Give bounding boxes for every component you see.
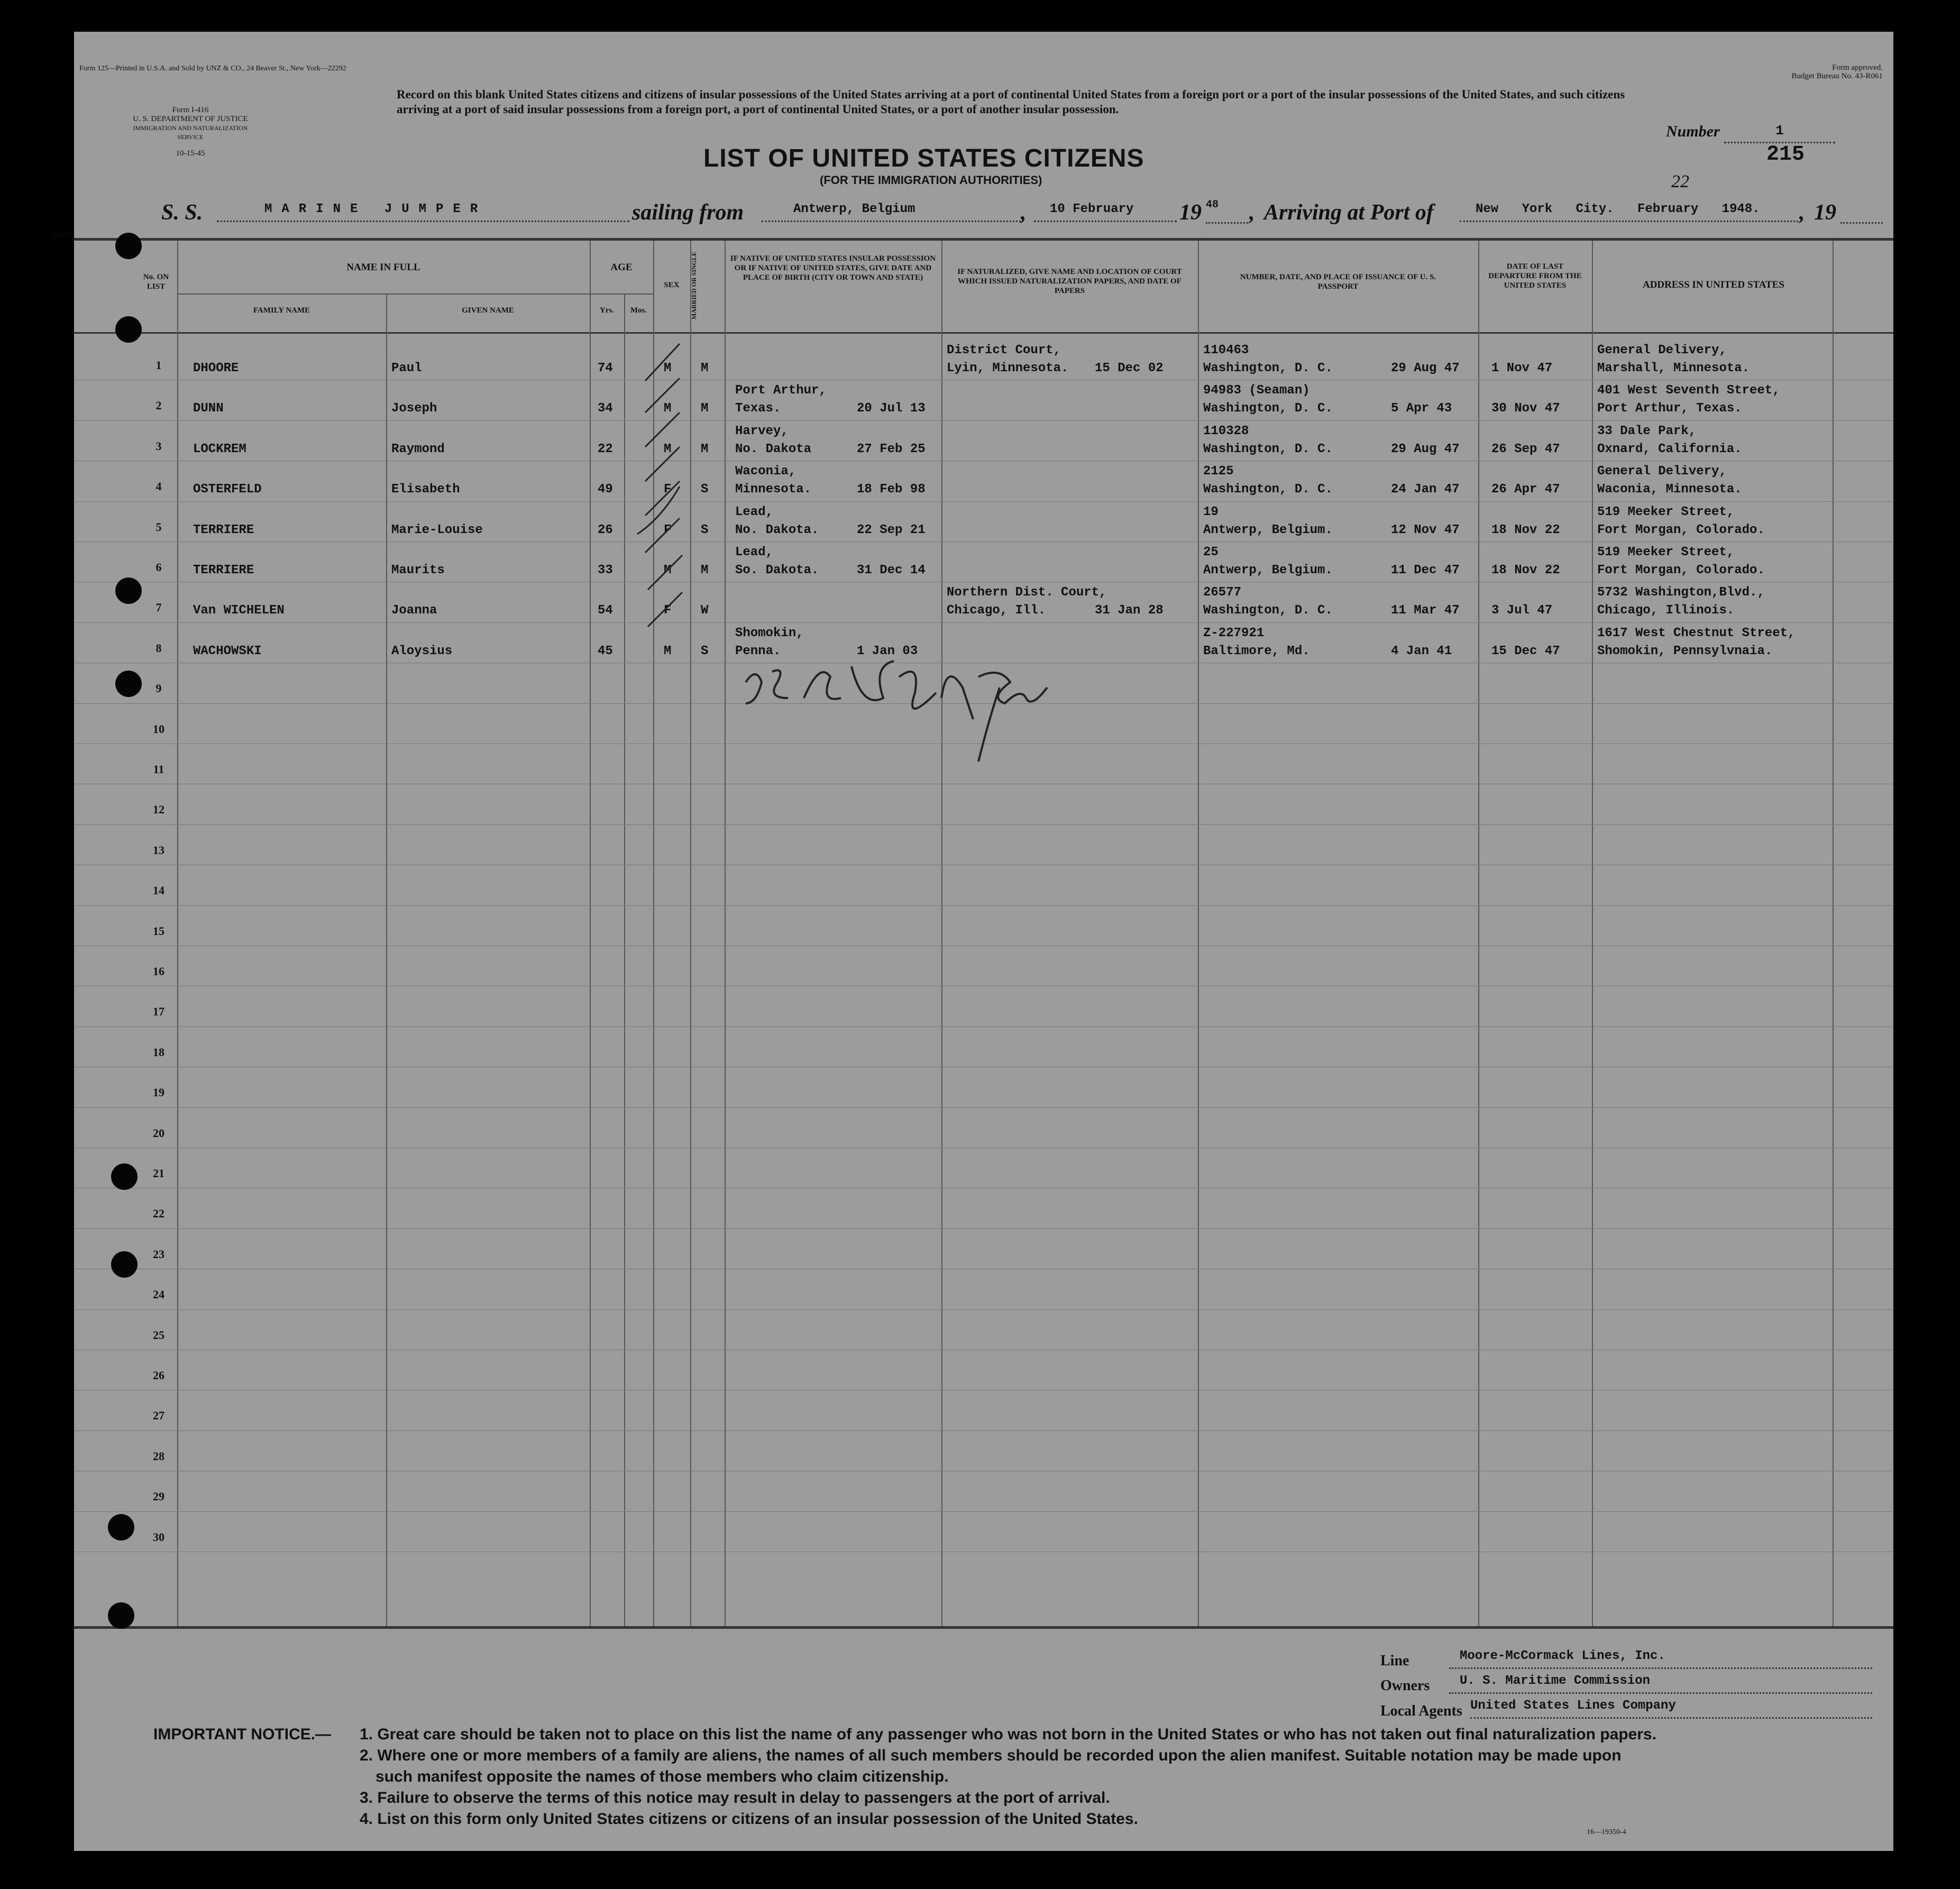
ss-label: S. S. bbox=[161, 200, 203, 225]
cell-pp-no: 26577 bbox=[1203, 585, 1242, 600]
row-number: 17 bbox=[153, 1005, 164, 1019]
cell-birth2: Penna. bbox=[735, 644, 781, 658]
col-sex: SEX bbox=[664, 281, 680, 289]
cell-pp-no: 110328 bbox=[1203, 424, 1249, 438]
col-given-name: GIVEN NAME bbox=[462, 306, 514, 315]
cell-family: TERRIERE bbox=[193, 522, 254, 537]
row-rule bbox=[74, 1430, 1893, 1431]
row-rule bbox=[74, 824, 1893, 825]
col-last-departure: DATE OF LAST DEPARTURE FROM THE UNITED STATES bbox=[1488, 262, 1582, 290]
ship-name: MARINE JUMPER bbox=[217, 202, 629, 222]
punch-hole bbox=[111, 1163, 138, 1190]
notice-item-2: 2. Where one or more members of a family are aliens, the names of all such members should be recorded upon the alien manifest. Suitable notation may be made upon bbox=[360, 1747, 1622, 1764]
print-code: 16—19350-4 bbox=[1587, 1828, 1626, 1836]
page-stamp: 215 bbox=[1766, 143, 1805, 167]
cell-pp-date: 5 Apr 43 bbox=[1391, 401, 1452, 416]
row-number: 20 bbox=[153, 1126, 164, 1140]
col-age: AGE bbox=[610, 262, 633, 273]
side-mark: 16—1 bbox=[53, 231, 71, 239]
col-native-birth: IF NATIVE OF UNITED STATES INSULAR POSSESSION OR IF NATIVE OF UNITED STATES, GIVE DATE AND PLACE OF BIRTH (CITY OR TOWN AND STATE) bbox=[730, 254, 936, 282]
row-rule bbox=[74, 1026, 1893, 1027]
cell-nat1: Northern Dist. Court, bbox=[947, 585, 1107, 600]
cell-family: DHOORE bbox=[193, 361, 239, 375]
cell-yrs: 74 bbox=[598, 361, 613, 375]
cell-pp-date: 29 Aug 47 bbox=[1391, 361, 1460, 375]
punch-hole bbox=[111, 1251, 138, 1278]
handwritten-signature bbox=[725, 645, 1105, 783]
cell-pp-place: Antwerp, Belgium. bbox=[1203, 563, 1333, 577]
cell-addr2: Chicago, Illinois. bbox=[1597, 603, 1735, 618]
cell-addr1: 519 Meeker Street, bbox=[1597, 545, 1735, 560]
cell-given: Joseph bbox=[391, 401, 437, 416]
cell-pp-place: Washington, D. C. bbox=[1203, 603, 1333, 618]
cell-nat-date: 15 Dec 02 bbox=[1095, 361, 1164, 375]
cell-addr2: Shomokin, Pennsylvnaia. bbox=[1597, 644, 1773, 658]
col-name-in-full: NAME IN FULL bbox=[346, 262, 420, 273]
notice-item-4: 4. List on this form only United States citizens or citizens of an insular possession of the United States. bbox=[360, 1810, 1138, 1828]
row-number: 2 bbox=[155, 399, 162, 412]
cell-ms: W bbox=[701, 603, 709, 618]
col-passport: NUMBER, DATE, AND PLACE OF ISSUANCE OF U. S. PASSPORT bbox=[1240, 273, 1436, 291]
cell-birth-date: 1 Jan 03 bbox=[857, 644, 918, 658]
number-label: Number bbox=[1666, 123, 1720, 140]
cell-birth-date: 31 Dec 14 bbox=[857, 563, 926, 577]
cell-yrs: 22 bbox=[598, 442, 613, 456]
row-number: 25 bbox=[153, 1328, 164, 1342]
cell-family: TERRIERE bbox=[193, 563, 254, 577]
number-value: 1 bbox=[1724, 123, 1835, 143]
cell-given: Joanna bbox=[391, 603, 437, 618]
printer-line: Form 125—Printed in U.S.A. and Sold by UNZ & CO., 24 Beaver St., New York—22292 bbox=[79, 65, 346, 72]
row-number: 4 bbox=[155, 480, 162, 493]
row-number: 29 bbox=[153, 1490, 164, 1503]
table-bottom-rule bbox=[74, 1626, 1893, 1629]
arrival-year-label: 19 bbox=[1814, 200, 1836, 225]
cell-birth-date: 20 Jul 13 bbox=[857, 401, 926, 416]
col-family-name: FAMILY NAME bbox=[253, 306, 310, 315]
arrival-field bbox=[1460, 202, 1798, 222]
row-number: 1 bbox=[155, 359, 162, 372]
notice-item-1: 1. Great care should be taken not to place on this list the name of any passenger who was not born in the United States or who has not taken out final naturalization papers. bbox=[360, 1726, 1657, 1743]
arrival-port: New York City. bbox=[1476, 202, 1614, 216]
cell-ms: M bbox=[701, 361, 709, 375]
cell-pp-date: 24 Jan 47 bbox=[1391, 482, 1460, 497]
row-number: 5 bbox=[155, 520, 162, 534]
cell-family: Van WICHELEN bbox=[193, 603, 285, 618]
cell-family: LOCKREM bbox=[193, 442, 246, 456]
cell-dep: 30 Nov 47 bbox=[1491, 401, 1560, 416]
cell-nat2: Chicago, Ill. bbox=[947, 603, 1046, 618]
cell-pp-date: 29 Aug 47 bbox=[1391, 442, 1460, 456]
cell-addr2: Marshall, Minnesota. bbox=[1597, 361, 1750, 375]
row-number: 26 bbox=[153, 1369, 164, 1382]
cell-pp-date: 12 Nov 47 bbox=[1391, 522, 1460, 537]
punch-hole bbox=[115, 671, 142, 697]
col-address: ADDRESS IN UNITED STATES bbox=[1642, 279, 1784, 290]
header-bottom-rule bbox=[74, 332, 1893, 334]
cell-given: Raymond bbox=[391, 442, 445, 456]
row-number: 9 bbox=[155, 682, 162, 695]
notice-item-2-cont: such manifest opposite the names of those members who claim citizenship. bbox=[375, 1768, 949, 1785]
cell-addr2: Fort Morgan, Colorado. bbox=[1597, 563, 1765, 577]
line-label: Line bbox=[1380, 1653, 1409, 1669]
row-number: 24 bbox=[153, 1288, 164, 1301]
row-number: 8 bbox=[155, 641, 162, 655]
cell-pp-no: 25 bbox=[1203, 545, 1219, 560]
row-number: 7 bbox=[155, 601, 162, 615]
cell-sex: M bbox=[664, 401, 672, 416]
cell-ms: S bbox=[701, 482, 709, 497]
cell-addr1: 5732 Washington,Blvd., bbox=[1597, 585, 1765, 600]
cell-given: Maurits bbox=[391, 563, 445, 577]
row-number: 19 bbox=[153, 1086, 164, 1099]
punch-hole bbox=[115, 316, 142, 343]
cell-dep: 1 Nov 47 bbox=[1491, 361, 1553, 375]
cell-sex: F bbox=[664, 603, 672, 618]
tick-marks bbox=[629, 333, 709, 682]
cell-addr1: 401 West Seventh Street, bbox=[1597, 383, 1780, 398]
cell-pp-place: Washington, D. C. bbox=[1203, 361, 1333, 375]
row-number: 15 bbox=[153, 924, 164, 938]
punch-hole bbox=[115, 577, 142, 604]
cell-given: Paul bbox=[391, 361, 422, 375]
row-rule bbox=[74, 905, 1893, 906]
cell-dep: 18 Nov 22 bbox=[1491, 522, 1560, 537]
sailing-label: sailing from bbox=[632, 200, 744, 225]
punch-hole bbox=[115, 233, 142, 259]
cell-sex: M bbox=[664, 361, 672, 375]
row-number: 21 bbox=[153, 1167, 164, 1180]
year-value: 48 bbox=[1206, 199, 1219, 211]
row-number: 3 bbox=[155, 439, 162, 453]
cell-ms: S bbox=[701, 522, 709, 537]
cell-addr2: Fort Morgan, Colorado. bbox=[1597, 522, 1765, 537]
cell-birth2: So. Dakota. bbox=[735, 563, 819, 577]
year-label: 19 bbox=[1179, 200, 1202, 225]
cell-pp-place: Washington, D. C. bbox=[1203, 442, 1333, 456]
row-rule bbox=[74, 1107, 1893, 1108]
cell-pp-no: Z-227921 bbox=[1203, 626, 1265, 640]
row-number: 22 bbox=[153, 1207, 164, 1221]
notice-item-3: 3. Failure to observe the terms of this notice may result in delay to passengers at the port of arrival. bbox=[360, 1789, 1110, 1807]
cell-pp-no: 94983 (Seaman) bbox=[1203, 383, 1310, 398]
cell-addr1: General Delivery, bbox=[1597, 343, 1727, 357]
cell-addr1: 33 Dale Park, bbox=[1597, 424, 1697, 438]
table-top-rule bbox=[74, 238, 1893, 241]
cell-nat-date: 31 Jan 28 bbox=[1095, 603, 1164, 618]
cell-sex: M bbox=[664, 442, 672, 456]
row-number: 12 bbox=[153, 803, 164, 817]
col-yrs: Yrs. bbox=[599, 306, 615, 315]
cell-dep: 26 Sep 47 bbox=[1491, 442, 1560, 456]
cell-addr2: Port Arthur, Texas. bbox=[1597, 401, 1742, 416]
cell-dep: 3 Jul 47 bbox=[1491, 603, 1553, 618]
arrival-date: February 1948. bbox=[1637, 202, 1760, 216]
cell-birth2: Texas. bbox=[735, 401, 781, 416]
approval-line-1: Form approved. bbox=[1832, 63, 1883, 72]
row-rule bbox=[74, 1228, 1893, 1229]
cell-addr1: General Delivery, bbox=[1597, 464, 1727, 479]
col-naturalized: IF NATURALIZED, GIVE NAME AND LOCATION OF COURT WHICH ISSUED NATURALIZATION PAPERS, AND DATE OF PAPERS bbox=[957, 268, 1182, 295]
cell-given: Aloysius bbox=[391, 644, 453, 658]
agents-label: Local Agents bbox=[1380, 1703, 1462, 1719]
row-number: 27 bbox=[153, 1409, 164, 1423]
punch-hole bbox=[108, 1514, 134, 1540]
sailing-date: 10 February bbox=[1034, 202, 1177, 222]
cell-yrs: 34 bbox=[598, 401, 613, 416]
cell-pp-place: Antwerp, Belgium. bbox=[1203, 522, 1333, 537]
cell-birth1: Lead, bbox=[735, 545, 774, 560]
cell-given: Marie-Louise bbox=[391, 522, 483, 537]
cell-sex: F bbox=[664, 522, 672, 537]
cell-sex: M bbox=[664, 644, 672, 658]
intro-text: Record on this blank United States citizens and citizens of insular possessions of the United States arriving at a port of continental United States from a foreign port or a port of the insular possessions of the United States, and such citizens arriving at a port of said insular possessions from a foreign port, a port of continental United States, or a port of another insular possession. bbox=[397, 88, 1625, 116]
row-rule bbox=[74, 622, 1893, 623]
row-number: 13 bbox=[153, 843, 164, 857]
arrival-day-handwritten: 22 bbox=[1671, 172, 1689, 191]
cell-birth2: Minnesota. bbox=[735, 482, 812, 497]
manifest-sheet: Form 125—Printed in U.S.A. and Sold by UNZ & CO., 24 Beaver St., New York—22292 Form I-416 U. S. DEPARTMENT OF JUSTICE IMMIGRATION AND NATURALIZATION SERVICE 10-15-45 Form approved. Budget Bureau No. 43-R061 Record on this blank United States citizens and citizens of insular possessions of the United States arriving at a port of continental United States from a foreign port or a port of the insular possessions of the United States, and such citizens arriving at a port of said insular possessions from a foreign port, a port of continental United States, or a port of another insular possession. Number 1 215 LIST OF UNITED STATES CITIZENS (FOR THE IMMIGRATION AUTHORITIES) S. S. MARINE JUMPER sailing from Antwerp, Belgium , 10 February 19 48 , Arriving at Port of New York City. February 1948. 22 , 19 16—1 No. ON LIST NAME IN FULL FAMILY NAME GIVEN NAME AGE Yrs. Mos. SEX MARRIED OR SINGLE IF NATIVE OF UNITED STATES INSULAR POSSESSION OR IF NATIVE OF UNITED STATES, GIVE DATE AND PLACE OF BIRTH (CITY OR TOWN AND STATE) IF NATURALIZED, GIVE NAME AND LOCATION OF COURT WHICH ISSUED NATURALIZATION PAPERS, AND DATE OF PAPERS NUMBER, DATE, AND PLACE OF ISSUANCE OF U. S. PASSPORT DATE OF LAST DEPARTURE FROM THE UNITED STATES ADDRESS IN UNITED STATES 1 2 3 4 5 6 7 8 9 10 11 12 13 14 15 16 17 18 19 20 21 22 23 24 25 26 27 28 29 30 DHOORE Paul 74 M M District Court, Lyin, Minnesota. 15 Dec 02 110463 Washington, D. C. 29 Aug 47 1 Nov 47 General Delivery, Marshall, Minnesota. DUNN Joseph 34 M M Port Arthur, Texas. 20 Jul 13 94983 (Seaman) Washington, D. C. 5 Apr 43 30 Nov 47 401 West Seventh Street, Port Arthur, Texas. LOCKREM Raymond 22 M M Harvey, No. Dakota 27 Feb 25 110328 Washington, D. C. 29 Aug 47 26 Sep 47 33 Dale Park, Oxnard, California. OSTERFELD Elisabeth 49 F S Waconia, Minnesota. 18 Feb 98 2125 Washington, D. C. 24 Jan 47 26 Apr 47 General Delivery, Waconia, Minnesota. TERRIERE Marie-Louise 26 F S Lead, No. Dakota. 22 Sep 21 19 Antwerp, Belgium. 12 Nov 47 18 Nov 22 519 Meeker Street, Fort Morgan, Colorado. TERRIERE Maurits 33 M M Lead, So. Dakota. 31 Dec 14 25 Antwerp, Belgium. 11 Dec 47 18 Nov 22 519 Meeker Street, Fort Morgan, Colorado. Van WICHELEN Joanna 54 F W Northern Dist. Court, Chicago, Ill. 31 Jan 28 26577 Washington, D. C. 11 Mar 47 3 Jul 47 5732 Washington,Blvd., Chicago, Illinois. WACHOWSKI Aloysius 45 M S Shomokin, Penna. 1 Jan 03 Z-227921 Baltimore, Md. 4 Jan 41 15 Dec 47 1617 West Chestnut Street, Shomokin, Pennsylvnaia. Line Moore-McCormack Lines, Inc. Owners U. S. Maritime Commission Local Agents United States Lines Company IMPORTANT NOTICE.— 1. Great care should be taken not to place on this list the name of any passenger who was not born in the United States or who has not taken out final naturalization papers. 2. Where one or more members of a family are aliens, the names of all such members should be recorded upon the alien manifest. Suitable notation may be made upon such manifest opposite the names of those members who claim citizenship. 3. Failure to observe the terms of this notice may result in delay to passengers at the port of arrival. 4. List on this form only United States citizens or citizens of an insular possession of the United States. 16—19350-4 bbox=[74, 32, 1893, 1851]
page-subtitle: (FOR THE IMMIGRATION AUTHORITIES) bbox=[820, 173, 1042, 187]
cell-family: DUNN bbox=[193, 401, 224, 416]
form-id-block bbox=[132, 106, 249, 158]
cell-birth2: No. Dakota. bbox=[735, 522, 819, 537]
department: U. S. DEPARTMENT OF JUSTICE bbox=[133, 115, 248, 123]
cell-yrs: 45 bbox=[598, 644, 613, 658]
cell-pp-no: 2125 bbox=[1203, 464, 1234, 479]
col-married-single: MARRIED OR SINGLE bbox=[690, 252, 698, 320]
arriving-label: Arriving at Port of bbox=[1264, 200, 1434, 225]
row-number: 6 bbox=[155, 561, 162, 574]
cell-ms: M bbox=[701, 563, 709, 577]
sailing-port: Antwerp, Belgium bbox=[762, 202, 1021, 222]
cell-dep: 18 Nov 22 bbox=[1491, 563, 1560, 577]
row-number: 16 bbox=[153, 965, 164, 978]
cell-birth1: Waconia, bbox=[735, 464, 796, 479]
approval-line-2: Budget Bureau No. 43-R061 bbox=[1791, 72, 1883, 80]
row-number: 10 bbox=[153, 722, 164, 736]
cell-birth1: Harvey, bbox=[735, 424, 789, 438]
cell-given: Elisabeth bbox=[391, 482, 460, 497]
cell-nat1: District Court, bbox=[947, 343, 1061, 357]
row-number: 28 bbox=[153, 1449, 164, 1463]
owners-label: Owners bbox=[1380, 1677, 1430, 1694]
cell-pp-date: 4 Jan 41 bbox=[1391, 644, 1452, 658]
cell-birth-date: 18 Feb 98 bbox=[857, 482, 926, 497]
owners-value: U. S. Maritime Commission bbox=[1449, 1674, 1872, 1694]
cell-pp-no: 19 bbox=[1203, 505, 1219, 519]
service: IMMIGRATION AND NATURALIZATION SERVICE bbox=[133, 124, 248, 141]
cell-family: WACHOWSKI bbox=[193, 644, 262, 658]
row-rule bbox=[74, 1309, 1893, 1310]
cell-yrs: 54 bbox=[598, 603, 613, 618]
col-mos: Mos. bbox=[630, 306, 647, 315]
form-date: 10-15-45 bbox=[176, 149, 205, 158]
cell-pp-date: 11 Dec 47 bbox=[1391, 563, 1460, 577]
cell-yrs: 33 bbox=[598, 563, 613, 577]
cell-addr1: 519 Meeker Street, bbox=[1597, 505, 1735, 519]
cell-sex: M bbox=[664, 563, 672, 577]
form-number: Form I-416 bbox=[172, 106, 209, 114]
cell-addr2: Oxnard, California. bbox=[1597, 442, 1742, 456]
cell-birth1: Shomokin, bbox=[735, 626, 804, 640]
line-value: Moore-McCormack Lines, Inc. bbox=[1449, 1649, 1872, 1669]
punch-hole bbox=[108, 1602, 134, 1629]
cell-addr1: 1617 West Chestnut Street, bbox=[1597, 626, 1796, 640]
approval-block bbox=[1703, 63, 1883, 80]
cell-ms: M bbox=[701, 442, 709, 456]
row-rule bbox=[74, 420, 1893, 421]
cell-birth-date: 27 Feb 25 bbox=[857, 442, 926, 456]
cell-pp-place: Washington, D. C. bbox=[1203, 482, 1333, 497]
col-no-on-list: No. ON LIST bbox=[143, 273, 169, 291]
cell-pp-place: Washington, D. C. bbox=[1203, 401, 1333, 416]
notice-label: IMPORTANT NOTICE.— bbox=[153, 1726, 332, 1743]
cell-family: OSTERFELD bbox=[193, 482, 262, 497]
cell-sex: F bbox=[664, 482, 672, 497]
row-number: 30 bbox=[153, 1530, 164, 1544]
cell-birth1: Lead, bbox=[735, 505, 774, 519]
row-number: 23 bbox=[153, 1247, 164, 1261]
cell-dep: 15 Dec 47 bbox=[1491, 644, 1560, 658]
cell-yrs: 49 bbox=[598, 482, 613, 497]
row-rule bbox=[74, 501, 1893, 502]
cell-ms: S bbox=[701, 644, 709, 658]
row-number: 11 bbox=[153, 763, 164, 776]
cell-pp-date: 11 Mar 47 bbox=[1391, 603, 1460, 618]
cell-dep: 26 Apr 47 bbox=[1491, 482, 1560, 497]
cell-birth1: Port Arthur, bbox=[735, 383, 827, 398]
agents-value: United States Lines Company bbox=[1470, 1699, 1872, 1719]
cell-pp-no: 110463 bbox=[1203, 343, 1249, 357]
cell-addr2: Waconia, Minnesota. bbox=[1597, 482, 1742, 497]
row-rule bbox=[74, 1511, 1893, 1512]
row-number: 14 bbox=[153, 884, 164, 897]
page-title: LIST OF UNITED STATES CITIZENS bbox=[703, 144, 1144, 172]
cell-pp-place: Baltimore, Md. bbox=[1203, 644, 1310, 658]
cell-ms: M bbox=[701, 401, 709, 416]
row-number: 18 bbox=[153, 1045, 164, 1059]
cell-birth-date: 22 Sep 21 bbox=[857, 522, 926, 537]
cell-yrs: 26 bbox=[598, 522, 613, 537]
cell-nat2: Lyin, Minnesota. bbox=[947, 361, 1069, 375]
cell-birth2: No. Dakota bbox=[735, 442, 812, 456]
